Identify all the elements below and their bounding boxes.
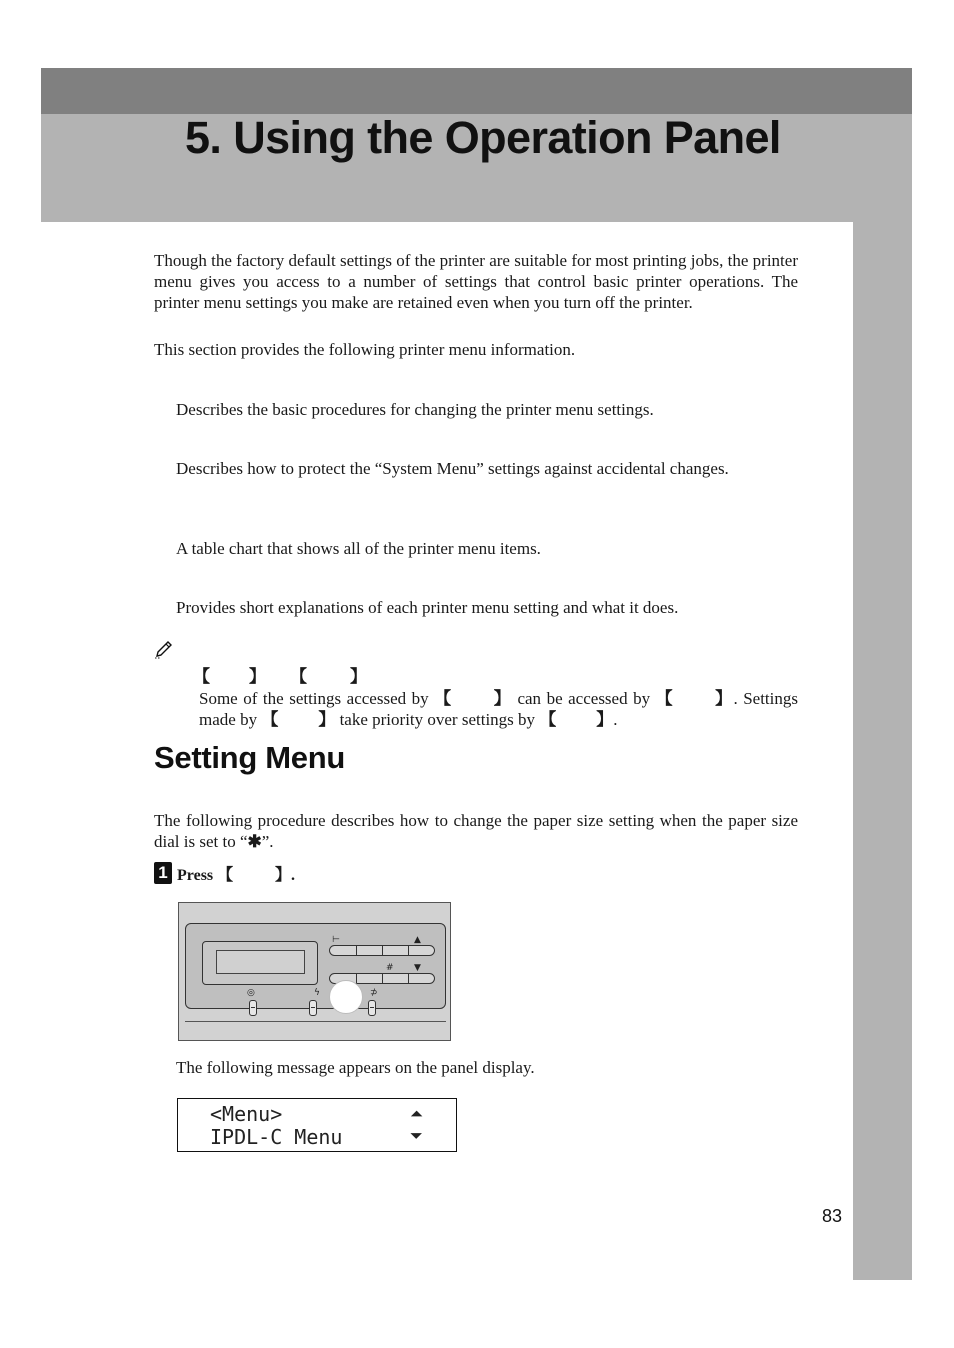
power-led-icon: ◎ bbox=[247, 988, 255, 998]
note-pencil-icon bbox=[154, 640, 174, 660]
lcd-line-2: IPDL-C Menu bbox=[210, 1125, 343, 1149]
up-arrow-icon: ▲ bbox=[414, 935, 421, 945]
section-paragraph: The following procedure describes how to change the paper size setting when the paper size dial is set to “✱”. bbox=[154, 811, 798, 851]
hash-icon: # bbox=[386, 963, 394, 973]
step-text-close: 】. bbox=[275, 867, 296, 884]
lcd-line-1: <Menu> bbox=[210, 1102, 283, 1126]
section-heading: Setting Menu bbox=[154, 740, 345, 775]
lcd-up-arrow-icon: ⏶ bbox=[410, 1104, 423, 1123]
step-number: 1 bbox=[154, 862, 172, 884]
panel-symbol: ⊢ bbox=[332, 935, 340, 945]
menu-key-highlight bbox=[329, 980, 363, 1014]
note-bracket: 【 bbox=[193, 667, 210, 686]
note-bracket: 【 bbox=[290, 667, 307, 686]
panel-display-message bbox=[177, 1098, 457, 1152]
item-description: Provides short explanations of each printer menu setting and what it does. bbox=[176, 598, 679, 617]
panel-led bbox=[309, 1000, 317, 1016]
data-in-led-icon: ⊅ bbox=[370, 988, 378, 998]
step-text: Press 【 bbox=[177, 867, 234, 884]
item-description: A table chart that shows all of the printer menu items. bbox=[176, 539, 541, 558]
panel-led bbox=[368, 1000, 376, 1016]
display-caption: The following message appears on the panel display. bbox=[176, 1058, 535, 1077]
chapter-header-bar bbox=[41, 68, 912, 114]
note-bracket: 】 bbox=[350, 667, 367, 686]
panel-face bbox=[185, 923, 446, 1009]
down-arrow-icon: ▼ bbox=[414, 963, 421, 973]
error-led-icon: ϟ bbox=[314, 988, 320, 998]
side-thumb-band bbox=[853, 222, 912, 1280]
intro-line: This section provides the following printer menu information. bbox=[154, 340, 576, 359]
note-text: Some of the settings accessed by 【 】 can be accessed by 【 】. Settings made by 【 】 take priority over settings by 【 】. bbox=[199, 689, 798, 729]
paper-dial-symbol: ✱ bbox=[247, 832, 262, 851]
panel-key-row-top bbox=[329, 945, 435, 956]
panel-base-line bbox=[185, 1021, 446, 1022]
item-description: Describes the basic procedures for changing the printer menu settings. bbox=[176, 400, 654, 419]
intro-paragraph: Though the factory default settings of the printer are suitable for most printing jobs, the printer menu gives you access to a number of settings that control basic printer operations. The printer menu settings you make are retained even when you turn off the printer. bbox=[154, 251, 798, 312]
lcd-down-arrow-icon: ⏷ bbox=[410, 1126, 423, 1145]
note-bracket: 】 bbox=[249, 667, 266, 686]
panel-lcd-screen bbox=[216, 950, 305, 974]
chapter-title: 5. Using the Operation Panel bbox=[185, 112, 781, 163]
item-description: Describes how to protect the “System Menu” settings against accidental changes. bbox=[176, 459, 729, 478]
panel-lcd-frame bbox=[202, 941, 318, 985]
operation-panel-illustration bbox=[178, 902, 451, 1041]
panel-led bbox=[249, 1000, 257, 1016]
page-number: 83 bbox=[822, 1206, 843, 1226]
